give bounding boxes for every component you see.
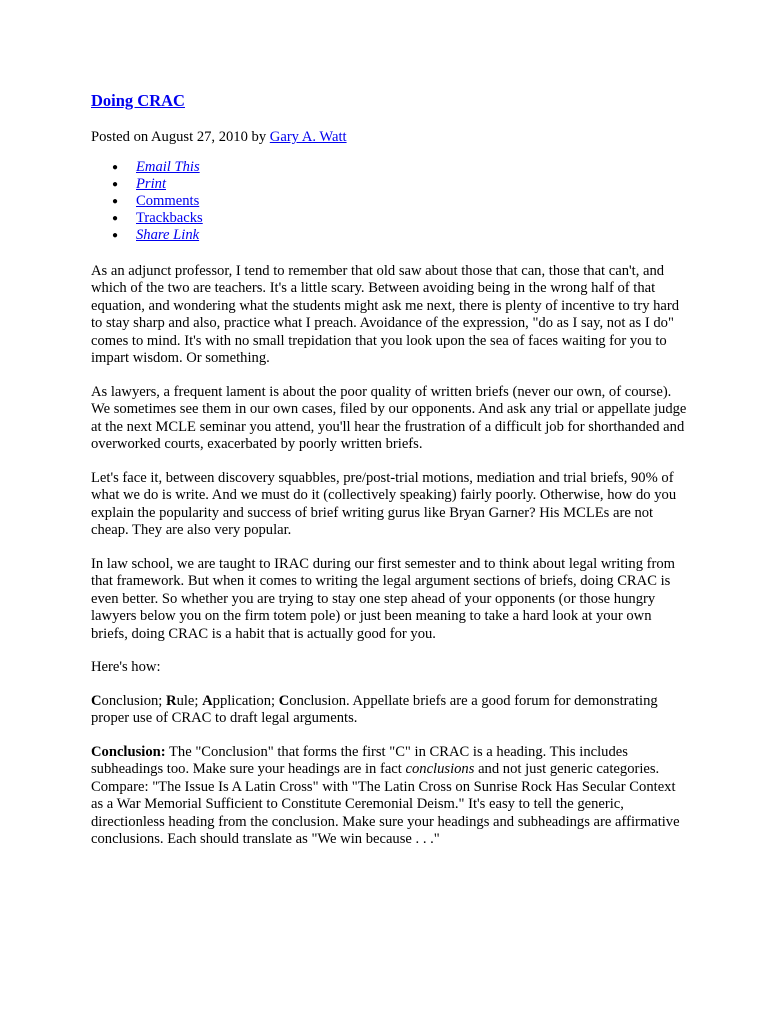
share-item-share-link [112, 227, 691, 244]
bullet-icon: ● [112, 213, 119, 225]
paragraph-lawyers-lament: As lawyers, a frequent lament is about the poor quality of written briefs (never our own, of course). We sometimes see them in our own cases, filed by our opponents. And ask any trial or appellate judge at the next MCLE seminar you attend, you'll hear the frustration of a difficult job for shorthanded and overworked courts, exacerbated by poorly written briefs. [91, 383, 687, 453]
paragraph-adjunct-professor: As an adjunct professor, I tend to remember that old saw about those that can, those that can't, and which of the two are teachers. It's a little scary. Between avoiding being in the wrong half of that equation, and wondering what the students might ask me next, there is plenty of incentive to try hard to stay sharp and also, practice what I preach. Avoidance of the expression, "do as I say, not as I do" comes to mind. It's with no small trepidation that you look upon the sea of faces waiting for you to impart wisdom. Or something. [91, 262, 680, 367]
paragraph-law-school: In law school, we are taught to IRAC during our first semester and to think about legal writing from that framework. But when it comes to writing the legal argument sections of briefs, doing CRAC is even better. So whether you are trying to stay one step ahead of your opponents (or those hungry lawyers below you on the firm totem pole) or just been meaning to take a hard look at your own briefs, doing CRAC is a habit that is actually good for you. [91, 555, 676, 642]
byline-text: Posted on August 27, 2010 by [91, 129, 270, 145]
share-links-list [91, 159, 691, 245]
paragraph-heres-how: Here's how: [91, 659, 161, 676]
share-link-link[interactable]: Share Link [136, 227, 200, 244]
conclusion-text-b: and not just generic categories. Compare: "The Issue Is A Latin Cross" with "The Latin Cross on Sunrise Rock Has Secular Context as a War Memorial Sufficient to Constitute Ceremonial Deism." It's easy to tell the generic, directionless heading from the conclusion. Make sure your headings and subheadings are affirmative conclusions. Each should translate as "We win because . . ." [91, 761, 680, 848]
share-item-email [112, 158, 691, 176]
trackbacks-link[interactable]: Trackbacks [136, 210, 203, 227]
email-this-link[interactable]: Email This [136, 158, 200, 175]
bullet-icon: ● [112, 230, 119, 242]
bullet-icon: ● [112, 178, 119, 190]
paragraph-crac-definition [91, 693, 691, 728]
author-link[interactable]: Gary A. Watt [269, 129, 347, 145]
share-item-trackbacks [112, 210, 691, 227]
text-ule: ule; [176, 692, 203, 709]
bullet-icon: ● [112, 161, 119, 173]
paragraph-face-it: Let's face it, between discovery squabbles, pre/post-trial motions, mediation and trial briefs, 90% of what we do is write. And we must do it (collectively speaking) fairly poorly. Otherwise, how do you explain the popularity and success of brief writing gurus like Bryan Garner? His MCLEs are not cheap. They are also very popular. [91, 469, 677, 539]
bullet-icon: ● [112, 195, 119, 207]
article-title [91, 91, 691, 111]
share-item-comments [112, 192, 691, 210]
article-title-link[interactable]: Doing CRAC [91, 91, 185, 110]
letter-a: A [202, 692, 213, 709]
share-item-print [112, 175, 691, 193]
letter-c-second: C [278, 692, 290, 709]
text-onclusion: onclusion; [101, 692, 167, 709]
byline [91, 129, 691, 147]
conclusion-label: Conclusion: [91, 743, 166, 760]
text-onclusion-rest: onclusion. Appellate briefs are a good forum for demonstrating proper use of CRAC to draft legal arguments. [91, 692, 658, 727]
text-pplication: pplication; [212, 692, 279, 709]
letter-c: C [91, 692, 102, 709]
conclusions-emphasis: conclusions [405, 761, 475, 778]
comments-link[interactable]: Comments [136, 192, 200, 209]
paragraph-conclusion [91, 744, 691, 849]
print-link[interactable]: Print [136, 175, 166, 192]
conclusion-text-a: The "Conclusion" that forms the first "C" in CRAC is a heading. This includes subheadings too. Make sure your headings are in fact [91, 743, 628, 778]
letter-r: R [166, 692, 177, 709]
